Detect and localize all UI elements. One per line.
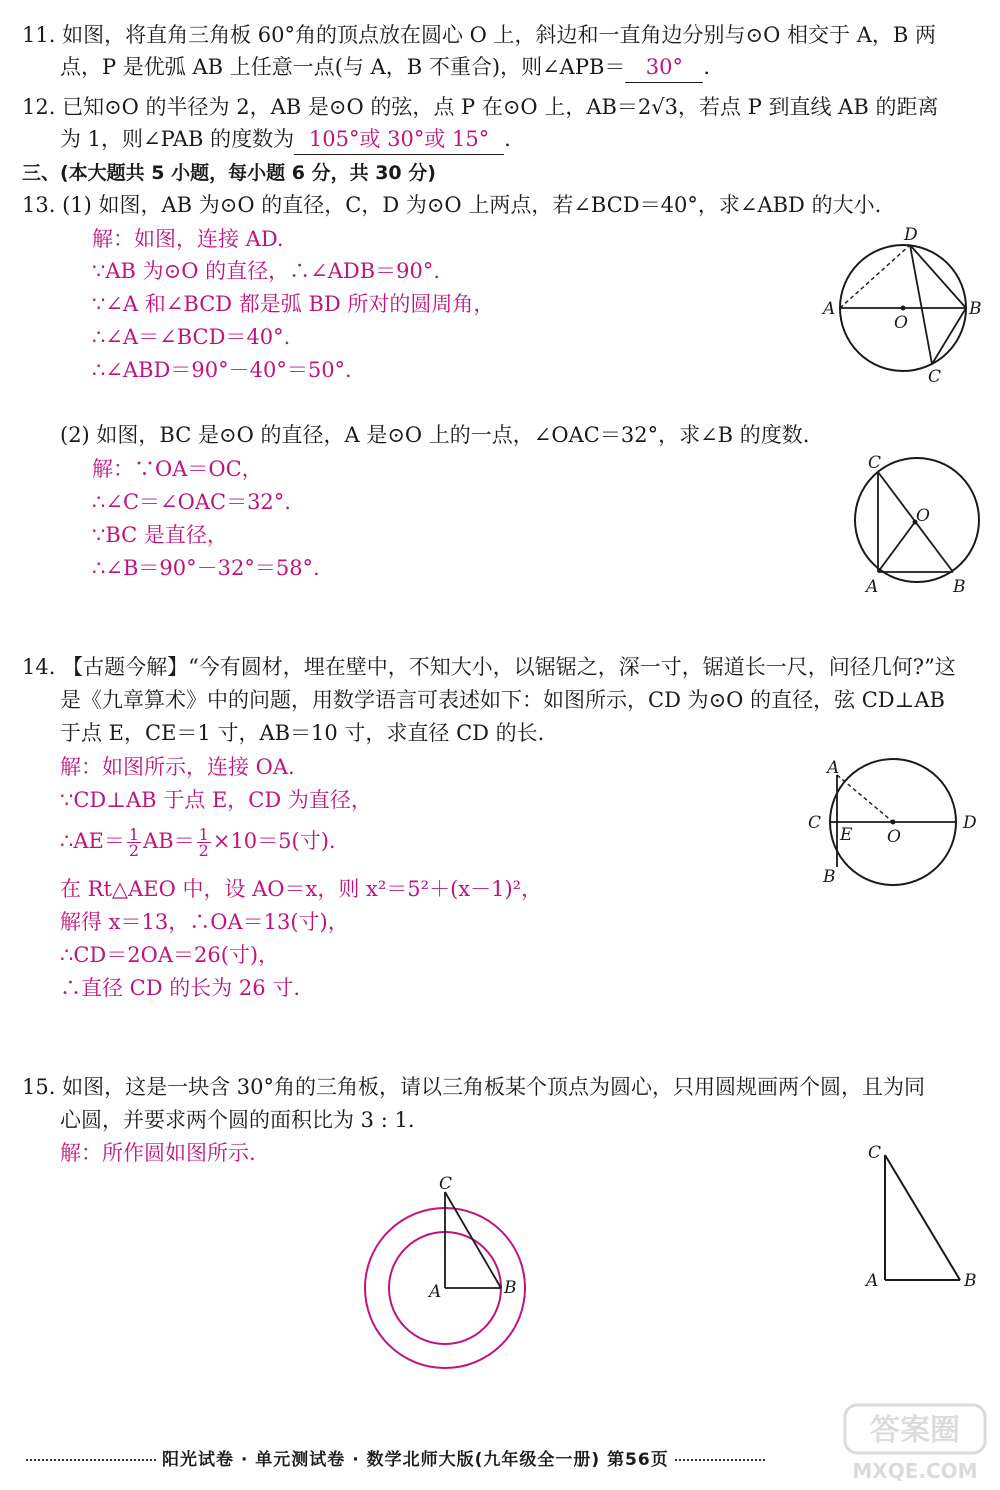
label-d: D bbox=[963, 813, 977, 833]
triangle-side-cb bbox=[885, 1155, 960, 1280]
q14-sol-line: 在 Rt△AEO 中，设 AO＝x，则 x²＝5²＋(x－1)²， bbox=[60, 877, 543, 901]
q13-sol2-line: ∵BC 是直径， bbox=[92, 523, 228, 547]
q11-line1: 11. 如图，将直角三角板 60°角的顶点放在圆心 O 上，斜边和一直角边分别与⊙O 相交于 A，B 两 bbox=[22, 23, 936, 47]
page-number: 第56页 bbox=[607, 1450, 669, 1470]
label-a: A bbox=[866, 1271, 879, 1291]
segment-ao bbox=[878, 522, 915, 572]
fraction-half: $\frac{1}{2}$ bbox=[128, 825, 140, 860]
dashed-ao bbox=[837, 775, 893, 822]
label-c: C bbox=[808, 813, 822, 833]
q15-line1: 15. 如图，这是一块含 30°角的三角板，请以三角板某个顶点为圆心，只用圆规画两个圆，且为同 bbox=[22, 1075, 925, 1099]
label-b: B bbox=[969, 299, 982, 319]
center-dot bbox=[891, 820, 896, 825]
q13-figure1 bbox=[820, 225, 990, 390]
label-b: B bbox=[823, 867, 836, 887]
q13-sol1-line: 解：如图，连接 AD. bbox=[92, 227, 284, 251]
label-c: C bbox=[868, 453, 882, 473]
q14-sol-line: 解得 x＝13，∴OA＝13(寸)， bbox=[60, 910, 349, 934]
label-o: O bbox=[894, 313, 908, 333]
label-b: B bbox=[504, 1278, 517, 1298]
q14-figure bbox=[805, 755, 995, 895]
q13-sol1-line: ∴∠A＝∠BCD＝40°. bbox=[92, 325, 291, 349]
q15-solution: 解：所作圆如图所示. bbox=[60, 1141, 256, 1165]
q13-figure2 bbox=[850, 455, 990, 595]
q13-sol1-line: ∵∠A 和∠BCD 都是弧 BD 所对的圆周角， bbox=[92, 292, 495, 316]
label-e: E bbox=[840, 825, 853, 845]
label-c: C bbox=[928, 367, 942, 387]
segment-cb bbox=[932, 308, 966, 364]
footer-title: 阳光试卷 · 单元测试卷 · 数学北师大版(九年级全一册) bbox=[162, 1450, 601, 1470]
q11-answer: 30° bbox=[625, 52, 703, 83]
label-o: O bbox=[887, 827, 901, 847]
label-b: B bbox=[953, 577, 966, 597]
page-footer bbox=[20, 1445, 900, 1470]
q14-sol-line-fraction: ∴AE＝ $\frac{1}{2}$ AB＝ $\frac{1}{2}$ ×10＝5(寸). bbox=[60, 825, 336, 860]
q11-line2: 点，P 是优弧 AB 上任意一点(与 A，B 不重合)，则∠APB＝ 30° . bbox=[60, 52, 710, 83]
label-c: C bbox=[868, 1143, 882, 1163]
label-a: A bbox=[827, 758, 840, 778]
q14-sol-line: ∴直径 CD 的长为 26 寸. bbox=[60, 976, 301, 1000]
q15-line2: 心圆，并要求两个圆的面积比为 3 : 1. bbox=[60, 1108, 415, 1132]
dashed-ad bbox=[840, 245, 910, 308]
label-b: B bbox=[964, 1271, 977, 1291]
q13-sol2-line: ∴∠B＝90°－32°＝58°. bbox=[92, 556, 320, 580]
watermark-logo bbox=[840, 1400, 990, 1485]
q14-line2: 是《九章算术》中的问题，用数学语言可表述如下：如图所示，CD 为⊙O 的直径，弦 CD⊥AB bbox=[60, 688, 945, 712]
q12-line2: 为 1，则∠PAB 的度数为 105°或 30°或 15° . bbox=[60, 124, 511, 155]
label-o: O bbox=[916, 506, 930, 526]
svg-text:答案圈: 答案圈 bbox=[870, 1413, 960, 1448]
q12-line1: 12. 已知⊙O 的半径为 2，AB 是⊙O 的弦，点 P 在⊙O 上，AB＝2√3，若点 P 到直线 AB 的距离 bbox=[22, 95, 939, 119]
label-a: A bbox=[429, 1282, 442, 1302]
label-c: C bbox=[439, 1174, 453, 1194]
label-a: A bbox=[866, 577, 879, 597]
q13-part1-question: 13. (1) 如图，AB 为⊙O 的直径，C，D 为⊙O 上两点，若∠BCD＝40°，求∠ABD 的大小. bbox=[22, 193, 882, 217]
q15-solution-figure bbox=[355, 1175, 555, 1375]
footer-dots-left bbox=[26, 1459, 156, 1461]
q13-sol1-line: ∵AB 为⊙O 的直径，∴∠ADB＝90°. bbox=[92, 259, 441, 283]
triangle-side-cb bbox=[445, 1192, 501, 1288]
q14-line1: 14. 【古题今解】“今有圆材，埋在壁中，不知大小，以锯锯之，深一寸，锯道长一尺，问径几何?”这 bbox=[22, 655, 956, 679]
label-d: D bbox=[904, 225, 918, 245]
q14-sol-line: ∴CD＝2OA＝26(寸)， bbox=[60, 943, 280, 967]
section3-heading: 三、(本大题共 5 小题，每小题 6 分，共 30 分) bbox=[22, 162, 436, 184]
svg-text:MXQE.COM: MXQE.COM bbox=[852, 1459, 978, 1483]
label-a: A bbox=[823, 299, 836, 319]
q13-part2-question: (2) 如图，BC 是⊙O 的直径，A 是⊙O 上的一点，∠OAC＝32°，求∠B 的度数. bbox=[60, 423, 810, 447]
q14-line3: 于点 E，CE＝1 寸，AB＝10 寸，求直径 CD 的长. bbox=[60, 721, 545, 745]
q13-sol2-line: ∴∠C＝∠OAC＝32°. bbox=[92, 490, 291, 514]
q12-answer: 105°或 30°或 15° bbox=[294, 124, 504, 155]
center-dot bbox=[901, 306, 906, 311]
footer-dots-right bbox=[675, 1459, 765, 1461]
fraction-half: $\frac{1}{2}$ bbox=[198, 825, 209, 860]
q13-sol1-line: ∴∠ABD＝90°－40°＝50°. bbox=[92, 358, 352, 382]
q13-sol2-line: 解：∵OA＝OC， bbox=[92, 457, 263, 481]
q14-sol-line: 解：如图所示，连接 OA. bbox=[60, 755, 295, 779]
q15-triangle-figure bbox=[860, 1140, 985, 1300]
q14-sol-line: ∵CD⊥AB 于点 E，CD 为直径， bbox=[60, 788, 372, 812]
segment-dc bbox=[910, 245, 932, 364]
